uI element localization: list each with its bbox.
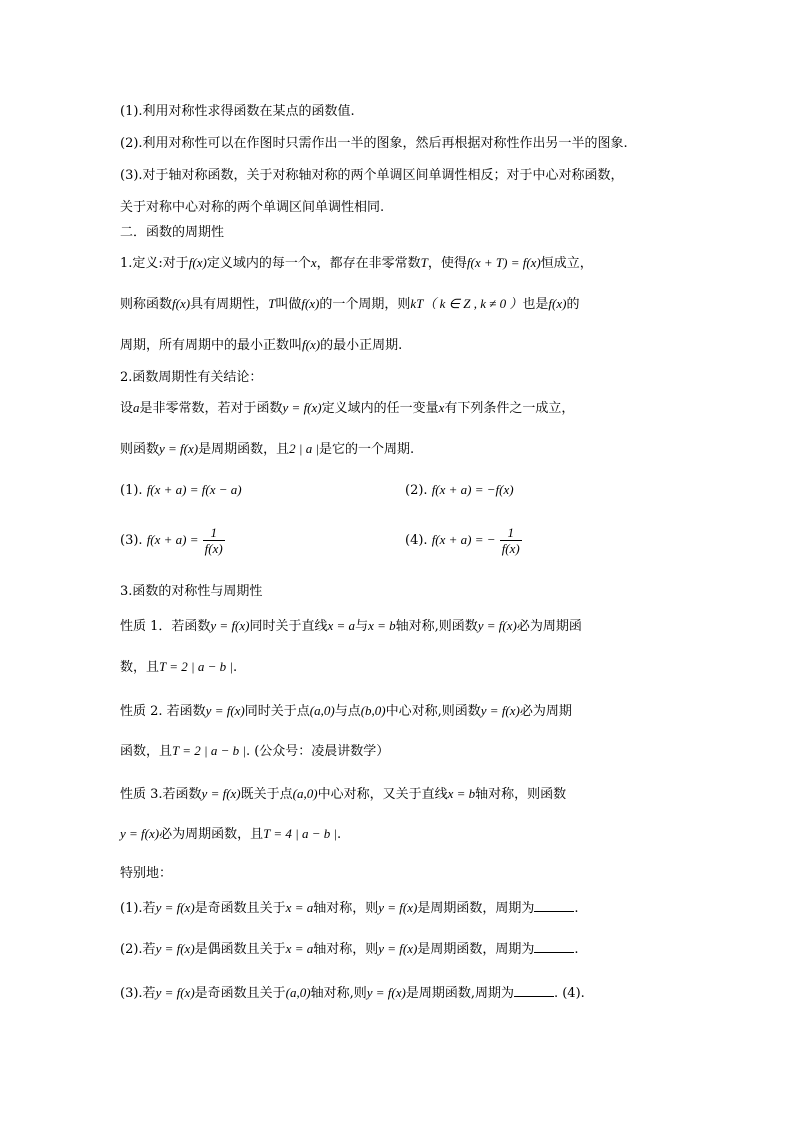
math: y = f(x)	[366, 985, 406, 1000]
denominator: f(x)	[501, 541, 520, 556]
property-3-line-2	[120, 826, 341, 843]
math: (a,0)	[285, 985, 311, 1000]
text: 性质 3.若函数	[120, 787, 202, 802]
definition-line-3	[120, 337, 402, 354]
text: 与	[355, 619, 369, 634]
text: 有下列条件之一成立，	[444, 401, 575, 416]
math: x = a	[285, 900, 314, 915]
conclusions-line-2	[120, 441, 414, 458]
property-3-line-1	[120, 786, 566, 803]
answer-blank[interactable]	[534, 900, 574, 912]
math: y = f(x)	[159, 441, 199, 456]
symmetry-use-3a: (3).对于轴对称函数，关于对称轴对称的两个单调区间单调性相反；对于中心对称函数，	[120, 168, 624, 183]
text: 的	[566, 297, 580, 312]
math: x = a	[285, 941, 314, 956]
text: 同时关于点	[244, 704, 310, 719]
property-1-line-2	[120, 659, 237, 676]
math: f(x)	[301, 296, 320, 311]
section-periodicity-title: 二．函数的周期性	[120, 225, 225, 240]
numerator: 1	[507, 525, 514, 540]
text: 与点	[334, 704, 361, 719]
condition-1	[120, 483, 242, 498]
text: 是周期函数,周期为	[405, 986, 514, 1001]
text: 中心对称,则函数	[385, 704, 481, 719]
text: ，都存在非零常数	[316, 256, 421, 271]
text: 的最小正周期.	[320, 338, 403, 353]
math: (b,0)	[360, 703, 386, 718]
text: 则函数	[120, 442, 160, 457]
math: y = f(x)	[210, 618, 250, 633]
text: 轴对称,则	[310, 986, 367, 1001]
text: 设	[120, 401, 134, 416]
math: f(x)	[548, 296, 567, 311]
math: T	[420, 255, 428, 270]
math: x = a	[327, 618, 356, 633]
text: .	[337, 827, 342, 842]
fraction	[500, 525, 522, 556]
math: f(x)	[302, 337, 321, 352]
math: y = f(x)	[155, 941, 195, 956]
text: 是它的一个周期.	[319, 442, 415, 457]
special-cases-title: 特别地：	[120, 866, 173, 881]
fraction	[203, 525, 225, 556]
math: y = f(x)	[155, 900, 195, 915]
math: y = f(x)	[282, 400, 322, 415]
text: 叫做	[275, 297, 302, 312]
conclusions-title: 2.函数周期性有关结论：	[120, 370, 263, 385]
text: 也是	[522, 297, 549, 312]
math: f(x + a) = f(x − a)	[146, 482, 242, 497]
text: .	[574, 901, 579, 916]
text: (3).若	[120, 986, 156, 1001]
special-case-2	[120, 941, 578, 958]
definition-line-1	[120, 255, 593, 272]
text: 定义域内的任一变量	[321, 401, 439, 416]
math: f(x + T) = f(x)	[466, 255, 541, 270]
definition-line-2	[120, 296, 579, 313]
math: （ k ∈ Z , k ≠ 0 ）	[423, 296, 523, 311]
math: f(x + a) = −	[431, 532, 496, 547]
label: (2).	[405, 483, 428, 498]
text: .	[574, 942, 579, 957]
text: 恒成立，	[540, 256, 593, 271]
text: 是周期函数，周期为	[417, 901, 535, 916]
math: x	[438, 400, 445, 415]
text: 必为周期	[519, 704, 572, 719]
special-case-1	[120, 900, 578, 917]
text: 的一个周期，则	[319, 297, 411, 312]
symmetry-use-3b: 关于对称中心对称的两个单调区间单调性相同.	[120, 200, 385, 215]
math: T	[268, 296, 276, 311]
text: (1).若	[120, 901, 156, 916]
text: 是奇函数且关于	[194, 986, 286, 1001]
text: 数，且	[120, 660, 160, 675]
math: x = b	[368, 618, 396, 633]
label: (1).	[120, 483, 143, 498]
math: y = f(x)	[205, 703, 245, 718]
math: f(x + a) =	[146, 532, 199, 547]
label: (3).	[120, 533, 143, 548]
condition-2	[405, 482, 514, 499]
math: y = f(x)	[201, 786, 241, 801]
text: 周期，所有周期中的最小正数叫	[120, 338, 303, 353]
math: T = 2 | a − b |	[159, 659, 233, 674]
condition-3	[120, 525, 225, 556]
text: 是非零常数，若对于函数	[139, 401, 283, 416]
text: 是周期函数，且	[198, 442, 290, 457]
text: . (4).	[553, 986, 585, 1001]
text: 是偶函数且关于	[194, 942, 286, 957]
math: kT	[410, 296, 424, 311]
math: y = f(x)	[155, 985, 195, 1000]
text: 中心对称，又关于直线	[317, 787, 448, 802]
text: 是周期函数，周期为	[417, 942, 535, 957]
text: 轴对称，则函数	[475, 787, 567, 802]
text: 必为周期函	[516, 619, 582, 634]
math: y = f(x)	[378, 900, 418, 915]
text: ，使得	[427, 256, 467, 271]
denominator: f(x)	[204, 541, 223, 556]
math: T = 2 | a − b |	[172, 743, 246, 758]
text: 轴对称，则	[313, 942, 379, 957]
math: y = f(x)	[120, 826, 160, 841]
text: 1.定义:对于	[120, 256, 189, 271]
math: f(x)	[188, 255, 207, 270]
math: a	[133, 400, 140, 415]
text: 性质 1．若函数	[120, 619, 211, 634]
math: x	[310, 255, 317, 270]
symmetry-use-2: (2).利用对称性可以在作图时只需作出一半的图象，然后再根据对称性作出另一半的图象.	[120, 136, 628, 151]
special-case-3	[120, 985, 585, 1002]
section-3-title: 3.函数的对称性与周期性	[120, 584, 263, 599]
text: 是奇函数且关于	[194, 901, 286, 916]
math: f(x + a) = −f(x)	[431, 482, 514, 497]
math: (a,0)	[292, 786, 318, 801]
math: 2 | a |	[289, 441, 320, 456]
math: y = f(x)	[480, 703, 520, 718]
math: T = 4 | a − b |	[263, 826, 338, 841]
text: 轴对称，则	[313, 901, 379, 916]
text: 既关于点	[240, 787, 293, 802]
label: (4).	[405, 533, 428, 548]
text: .	[232, 660, 238, 675]
math: f(x)	[172, 296, 191, 311]
math: y = f(x)	[477, 618, 517, 633]
symmetry-use-1: (1).利用对称性求得函数在某点的函数值.	[120, 104, 355, 119]
math: x = b	[447, 786, 476, 801]
text: . (公众号：凌晨讲数学）	[245, 744, 390, 759]
conclusions-line-1	[120, 400, 574, 417]
condition-row-2	[120, 523, 520, 558]
text: 则称函数	[120, 297, 173, 312]
property-2-line-1	[120, 703, 572, 720]
text: 性质 2. 若函数	[120, 704, 206, 719]
condition-row-1	[120, 482, 514, 499]
text: 具有周期性，	[190, 297, 269, 312]
condition-4	[405, 523, 522, 558]
numerator: 1	[210, 525, 217, 540]
math: y = f(x)	[378, 941, 418, 956]
property-1-line-1	[120, 618, 582, 635]
text: 同时关于直线	[249, 619, 328, 634]
text: 必为周期函数，且	[159, 827, 264, 842]
text: 轴对称,则函数	[395, 619, 478, 634]
text: 函数，且	[120, 744, 173, 759]
property-2-line-2	[120, 743, 389, 760]
answer-blank[interactable]	[514, 985, 554, 997]
text: 定义域内的每一个	[206, 256, 311, 271]
answer-blank[interactable]	[534, 941, 574, 953]
text: (2).若	[120, 942, 156, 957]
math: (a,0)	[309, 703, 335, 718]
